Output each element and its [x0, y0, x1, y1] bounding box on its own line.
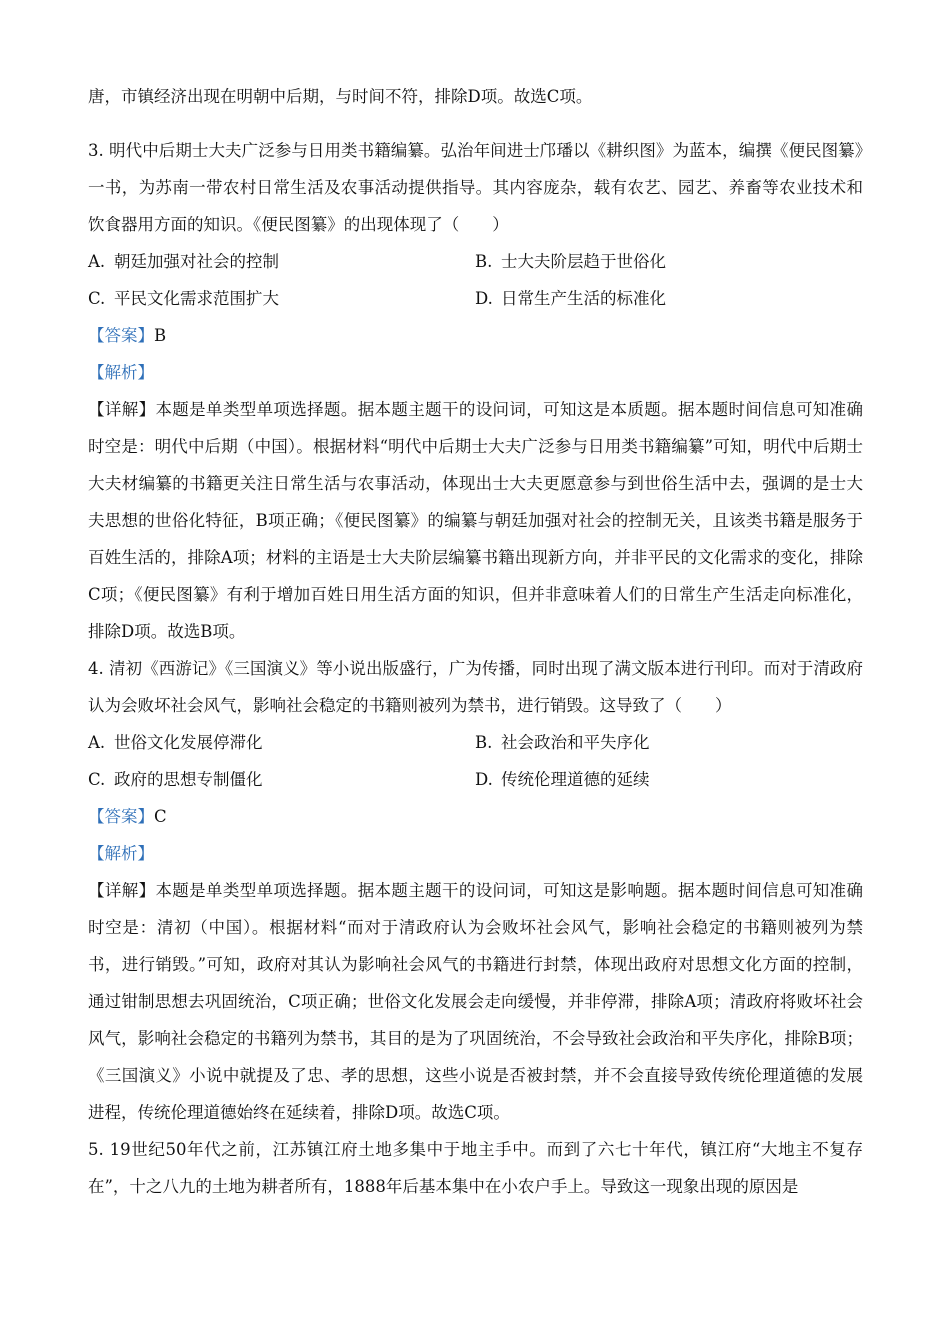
- detail-tag: 【详解】: [88, 881, 156, 900]
- question-4-detail: [88, 872, 863, 1131]
- document-page: [88, 78, 863, 1205]
- question-4-option-d: D. 传统伦理道德的延续: [475, 770, 650, 789]
- question-4-stem: 4. 清初《西游记》《三国演义》等小说出版盛行，广为传播，同时出现了满文版本进行刊印。而对于清政府认为会败坏社会风气，影响社会稳定的书籍则被列为禁书，进行销毁。这导致了（ ）: [88, 659, 863, 715]
- question-3-answer: [88, 317, 863, 354]
- question-4-analysis: [88, 835, 863, 872]
- answer-tag: 【答案】: [88, 326, 154, 345]
- question-4-answer: [88, 798, 863, 835]
- detail-tag: 【详解】: [88, 400, 156, 419]
- detail-text: 本题是单类型单项选择题。据本题主题干的设问词，可知这是本质题。据本题时间信息可知准确时空是：明代中后期（中国）。根据材料“明代中后期士大夫广泛参与日用类书籍编纂”可知，明代中后期士大夫材编纂的书籍更关注日常生活与农事活动，体现出士大夫更愿意参与到世俗生活中去，强调的是士大夫思想的世俗化特征，B项正确；《便民图纂》的编纂与朝廷加强对社会的控制无关，且该类书籍是服务于百姓生活的，排除A项；材料的主语是士大夫阶层编纂书籍出现新方向，并非平民的文化需求的变化，排除C项；《便民图纂》有利于增加百姓日用生活方面的知识，但并非意味着人们的日常生产生活走向标准化，排除D项。故选B项。: [88, 400, 864, 641]
- analysis-tag: 【解析】: [88, 844, 154, 863]
- question-3-stem: 3. 明代中后期士大夫广泛参与日用类书籍编纂。弘治年间进士邝璠以《耕织图》为蓝本，编撰《便民图纂》一书，为苏南一带农村日常生活及农事活动提供指导。其内容庞杂，载有农艺、园艺、养畜等农业技术和饮食器用方面的知识。《便民图纂》的出现体现了（ ）: [88, 141, 863, 234]
- answer-value: B: [154, 326, 167, 345]
- question-4-option-b: B. 社会政治和平失序化: [475, 733, 650, 752]
- detail-text: 本题是单类型单项选择题。据本题主题干的设问词，可知这是影响题。据本题时间信息可知准确时空是：清初（中国）。根据材料“而对于清政府认为会败坏社会风气，影响社会稳定的书籍则被列为禁书，进行销毁。”可知，政府对其认为影响社会风气的书籍进行封禁，体现出政府对思想文化方面的控制，通过钳制思想去巩固统治，C项正确；世俗文化发展会走向缓慢，并非停滞，排除A项；清政府将败坏社会风气，影响社会稳定的书籍列为禁书，其目的是为了巩固统治，不会导致社会政治和平失序化，排除B项；《三国演义》小说中就提及了忠、孝的思想，这些小说是否被封禁，并不会直接导致传统伦理道德的发展进程，传统伦理道德始终在延续着，排除D项。故选C项。: [88, 881, 864, 1122]
- prev-answer-continuation: 唐，市镇经济出现在明朝中后期，与时间不符，排除D项。故选C项。: [88, 87, 593, 106]
- question-3-option-c: C. 平民文化需求范围扩大: [88, 289, 279, 308]
- question-5-stem: 5. 19世纪50年代之前，江苏镇江府土地多集中于地主手中。而到了六七十年代，镇江府“大地主不复存在”，十之八九的土地为耕者所有，1888年后基本集中在小农户手上。导致这一现象出现的原因是: [88, 1140, 863, 1196]
- spacer: [88, 115, 863, 132]
- analysis-tag: 【解析】: [88, 363, 154, 382]
- question-4-options-row-1: [88, 724, 863, 761]
- question-3-options-row-2: [88, 280, 863, 317]
- question-3-option-b: B. 士大夫阶层趋于世俗化: [475, 252, 666, 271]
- answer-tag: 【答案】: [88, 807, 154, 826]
- question-3-analysis: [88, 354, 863, 391]
- question-3-option-d: D. 日常生产生活的标准化: [475, 289, 666, 308]
- question-3-detail: [88, 391, 863, 650]
- answer-value: C: [154, 807, 167, 826]
- question-3-option-a: A. 朝廷加强对社会的控制: [88, 252, 279, 271]
- question-4-options-row-2: [88, 761, 863, 798]
- question-4-option-c: C. 政府的思想专制僵化: [88, 770, 263, 789]
- question-4-option-a: A. 世俗文化发展停滞化: [88, 733, 263, 752]
- question-3-options-row-1: [88, 243, 863, 280]
